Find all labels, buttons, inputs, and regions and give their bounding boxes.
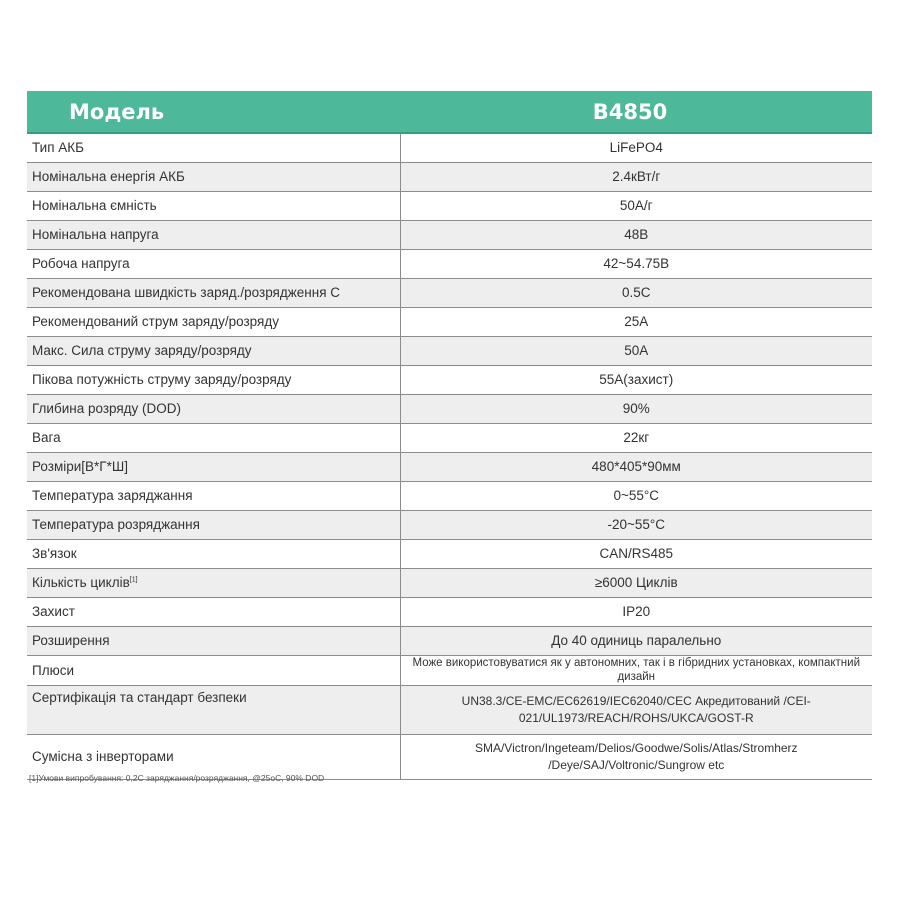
row-key: Номінальна напруга <box>27 221 400 250</box>
table-row <box>27 163 872 192</box>
row-key: Сертифікація та стандарт безпеки <box>27 685 400 734</box>
table-row <box>27 482 872 511</box>
table-row <box>27 656 872 686</box>
row-key: Сумісна з інверторами <box>27 734 400 779</box>
row-key: Макс. Сила струму заряду/розряду <box>27 337 400 366</box>
row-key <box>27 569 400 598</box>
row-value: LiFePO4 <box>400 133 872 163</box>
row-value: UN38.3/CE-EMC/EC62619/IEC62040/CEC Акредитований /CEI-021/UL1973/REACH/ROHS/UKCA/GOST-R <box>400 685 872 734</box>
row-key: Робоча напруга <box>27 250 400 279</box>
table-row <box>27 598 872 627</box>
table-row <box>27 279 872 308</box>
table-row <box>27 133 872 163</box>
table-row <box>27 366 872 395</box>
row-key: Тип АКБ <box>27 133 400 163</box>
row-key: Вага <box>27 424 400 453</box>
table-row <box>27 685 872 734</box>
table-row <box>27 424 872 453</box>
table-row <box>27 540 872 569</box>
table-header-row <box>27 91 872 133</box>
row-key: Температура заряджання <box>27 482 400 511</box>
row-value: 50А/г <box>400 192 872 221</box>
table-row <box>27 511 872 540</box>
row-key: Глибина розряду (DOD) <box>27 395 400 424</box>
model-value: B4850 <box>400 91 872 133</box>
row-key-text: Кількість циклів <box>32 575 130 591</box>
row-value: 480*405*90мм <box>400 453 872 482</box>
model-label: Модель <box>27 91 400 133</box>
row-value: 22кг <box>400 424 872 453</box>
row-key: Номінальна енергія АКБ <box>27 163 400 192</box>
table-row <box>27 395 872 424</box>
row-key: Рекомендований струм заряду/розряду <box>27 308 400 337</box>
table-row <box>27 250 872 279</box>
row-value: Може використовуватися як у автономних, так і в гібридних установках, компактний дизайн <box>400 656 872 686</box>
table-row <box>27 569 872 598</box>
row-value: IP20 <box>400 598 872 627</box>
table-row <box>27 221 872 250</box>
spec-table <box>27 91 872 780</box>
table-row <box>27 453 872 482</box>
row-key: Розміри[В*Г*Ш] <box>27 453 400 482</box>
row-value: CAN/RS485 <box>400 540 872 569</box>
table-row <box>27 192 872 221</box>
row-key: Плюси <box>27 656 400 686</box>
row-key: Рекомендована швидкість заряд./розрядження С <box>27 279 400 308</box>
footnote-marker: [1] <box>129 576 138 584</box>
row-key: Пікова потужність струму заряду/розряду <box>27 366 400 395</box>
row-value: 50A <box>400 337 872 366</box>
row-key: Зв'язок <box>27 540 400 569</box>
row-value: 2.4кВт/г <box>400 163 872 192</box>
row-value: 25A <box>400 308 872 337</box>
row-key: Захист <box>27 598 400 627</box>
table-row <box>27 627 872 656</box>
row-value: 48В <box>400 221 872 250</box>
row-value: SMA/Victron/Ingeteam/Delios/Goodwe/Solis/Atlas/Stromherz /Deye/SAJ/Voltronic/Sungrow etc <box>400 734 872 779</box>
row-value: До 40 одиниць паралельно <box>400 627 872 656</box>
row-value: 90% <box>400 395 872 424</box>
table-row <box>27 337 872 366</box>
row-value: 0.5C <box>400 279 872 308</box>
row-value: 42~54.75В <box>400 250 872 279</box>
row-key: Температура розряджання <box>27 511 400 540</box>
table-row <box>27 308 872 337</box>
row-value: -20~55°C <box>400 511 872 540</box>
row-value: 55A(захист) <box>400 366 872 395</box>
row-value: ≥6000 Циклів <box>400 569 872 598</box>
row-value: 0~55°C <box>400 482 872 511</box>
footnote: [1]Умови випробування: 0,2C заряджання/розряджання, @25oC, 90% DOD <box>29 773 325 783</box>
row-key: Розширення <box>27 627 400 656</box>
row-key: Номінальна ємність <box>27 192 400 221</box>
